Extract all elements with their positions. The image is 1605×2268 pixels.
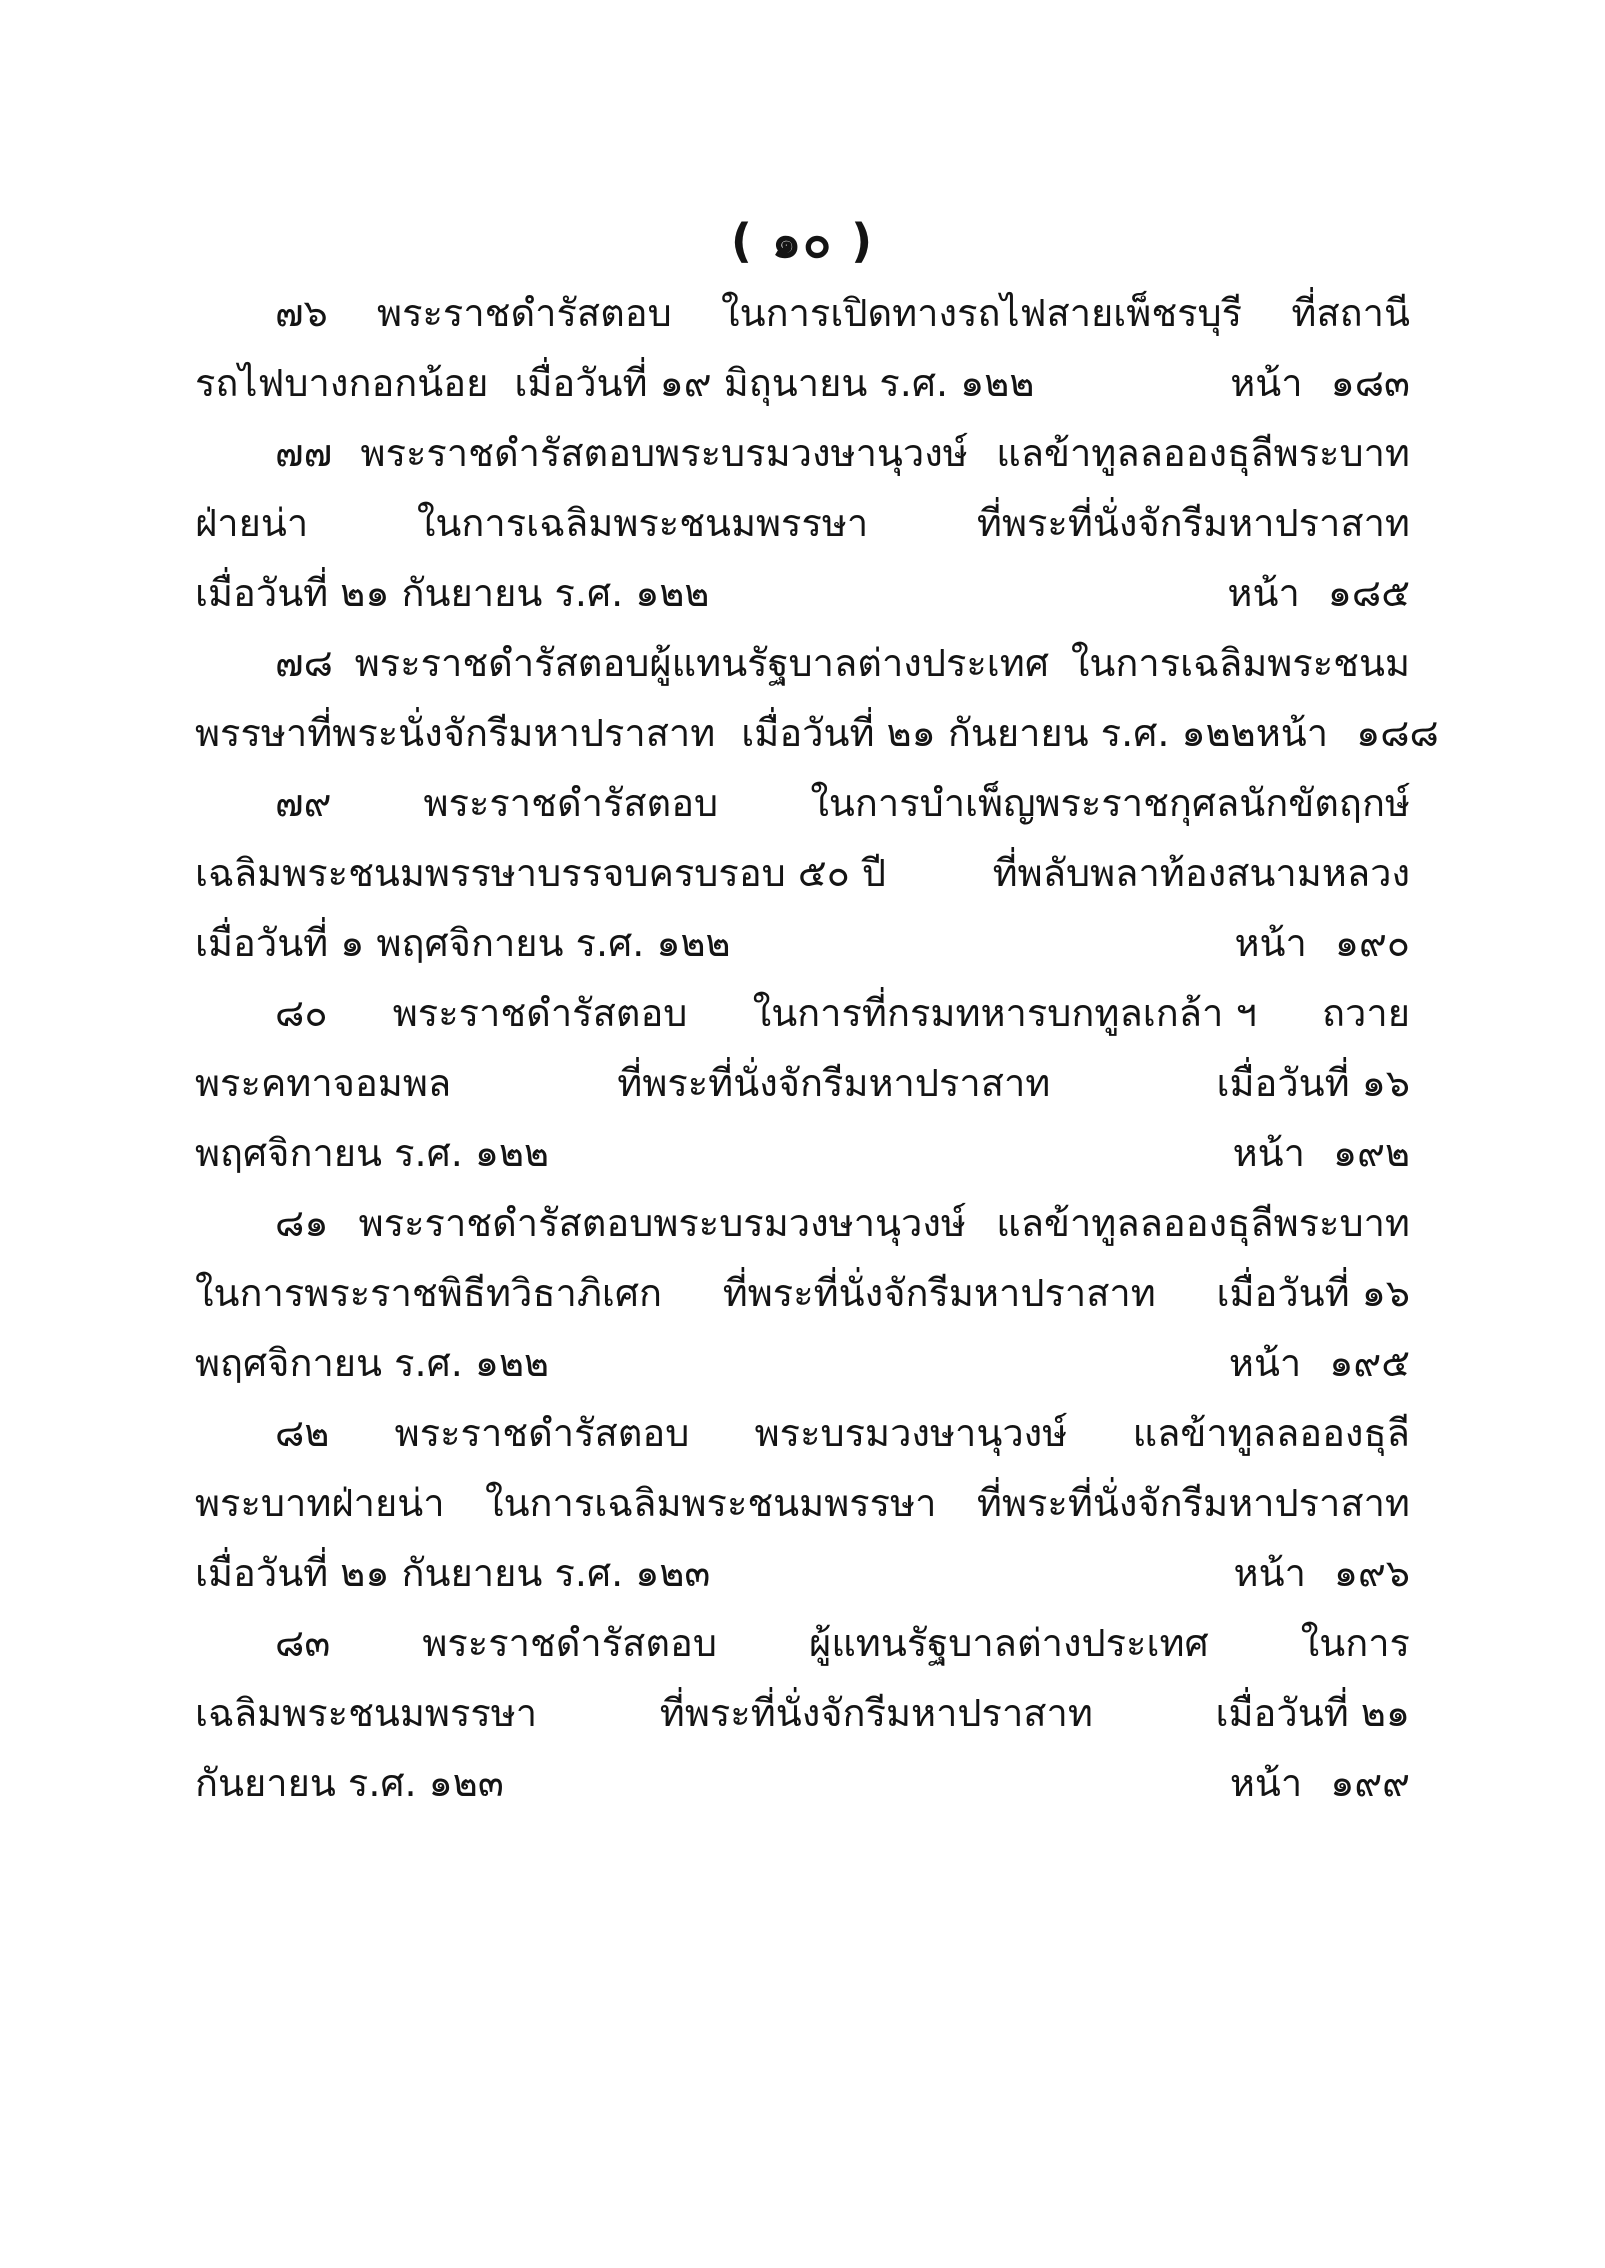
entry-text: เฉลิมพระชนมพรรษา <box>195 1691 538 1735</box>
entry-text-group <box>195 558 709 628</box>
page-reference <box>1234 1538 1410 1608</box>
page-label: หน้า <box>1233 1551 1306 1595</box>
page-reference <box>1230 348 1410 418</box>
entry-text: เมื่อวันที่ ๒๑ <box>1215 1691 1410 1735</box>
page-reference <box>1256 698 1439 768</box>
entry-text: พระบาทฝ่ายน่า <box>195 1481 445 1525</box>
entry-last-line <box>195 698 1439 768</box>
entry-text-group <box>195 1328 549 1398</box>
entry-text: เมื่อวันที่ ๒๑ กันยายน ร.ศ. ๑๒๒ <box>741 711 1256 755</box>
page-ref-number: ๑๘๕ <box>1327 571 1410 615</box>
entry-text: ที่พลับพลาท้องสนามหลวง <box>992 851 1410 895</box>
page-reference <box>1230 1748 1410 1818</box>
entry-text: ที่พระที่นั่งจักรีมหาปราสาท <box>976 501 1410 545</box>
entry <box>195 278 1410 418</box>
entry-last-line <box>195 558 1410 628</box>
entry-last-line <box>195 348 1410 418</box>
entry-number: ๘๒ <box>275 1411 330 1455</box>
entry-first-line <box>195 278 1410 348</box>
entry-text: แลข้าทูลลอองธุลีพระบาท <box>996 1201 1410 1245</box>
entry-first-line <box>195 418 1410 488</box>
entry-text: พระราชดำรัสตอบพระบรมวงษานุวงษ์ <box>360 431 968 475</box>
entry-number: ๗๙ <box>275 781 332 825</box>
entry <box>195 978 1410 1188</box>
entry-text: ในการพระราชพิธีทวิธาภิเศก <box>195 1271 663 1315</box>
entry-text: พระราชดำรัสตอบ <box>394 1411 690 1455</box>
entry-text-group <box>195 348 1034 418</box>
entry-text: รถไฟบางกอกน้อย <box>195 361 489 405</box>
entry-text: ในการเฉลิมพระชนมพรรษา <box>416 501 869 545</box>
entry-list <box>195 278 1439 1818</box>
entry-text: ในการที่กรมทหารบกทูลเกล้า ฯ <box>752 991 1257 1035</box>
page-label: หน้า <box>1232 1131 1305 1175</box>
entry-text: ในการ <box>1300 1621 1410 1665</box>
page-ref-number: ๑๘๓ <box>1330 361 1410 405</box>
entry-text: ในการเปิดทางรถไฟสายเพ็ชรบุรี <box>721 291 1243 335</box>
entry-text: พฤศจิกายน ร.ศ. ๑๒๒ <box>195 1341 550 1385</box>
entry-text-group <box>195 698 1256 768</box>
entry <box>195 628 1439 768</box>
page-label: หน้า <box>1227 571 1300 615</box>
entry <box>195 1188 1410 1398</box>
page-reference <box>1233 1118 1410 1188</box>
entry-number: ๗๖ <box>275 291 328 335</box>
entry-text: เมื่อวันที่ ๒๑ กันยายน ร.ศ. ๑๒๓ <box>195 1551 711 1595</box>
page-label: หน้า <box>1255 711 1329 755</box>
page-reference <box>1227 558 1410 628</box>
entry-text: พระราชดำรัสตอบ <box>423 781 719 825</box>
entry-last-line <box>195 1328 1410 1398</box>
entry-text: พรรษาที่พระนั่งจักรีมหาปราสาท <box>195 711 716 755</box>
entry-number: ๗๘ <box>275 641 333 685</box>
entry-text: เมื่อวันที่ ๒๑ กันยายน ร.ศ. ๑๒๒ <box>195 571 710 615</box>
entry <box>195 1608 1410 1818</box>
entry-number: ๘๐ <box>275 991 328 1035</box>
entry-text-group <box>195 908 731 978</box>
entry-text: พระบรมวงษานุวงษ์ <box>754 1411 1068 1455</box>
entry-text: เมื่อวันที่ ๑๖ <box>1216 1271 1410 1315</box>
page-ref-number: ๑๘๘ <box>1356 711 1439 755</box>
entry-text: แลข้าทูลลอองธุลีพระบาท <box>996 431 1410 475</box>
page-ref-number: ๑๙๐ <box>1334 921 1410 965</box>
entry-text: เมื่อวันที่ ๑๙ มิถุนายน ร.ศ. ๑๒๒ <box>514 361 1035 405</box>
entry-last-line <box>195 908 1410 978</box>
entry-text-group <box>195 1748 504 1818</box>
entry-text: ที่พระที่นั่งจักรีมหาปราสาท <box>659 1691 1093 1735</box>
entry-number: ๘๓ <box>275 1621 331 1665</box>
entry-last-line <box>195 1118 1410 1188</box>
entry <box>195 1398 1410 1608</box>
page-label: หน้า <box>1234 921 1307 965</box>
entry-text: ในการเฉลิมพระชนม <box>1070 641 1410 685</box>
entry-text: ที่พระที่นั่งจักรีมหาปราสาท <box>617 1061 1051 1105</box>
entry-first-line <box>195 628 1410 698</box>
entry-text: พระราชดำรัสตอบพระบรมวงษานุวงษ์ <box>358 1201 966 1245</box>
entry <box>195 768 1410 978</box>
entry-continuation-line <box>195 838 1410 908</box>
entry-number: ๘๑ <box>275 1201 329 1245</box>
entry-number: ๗๗ <box>275 431 333 475</box>
entry-text: แลข้าทูลลอองธุลี <box>1132 1411 1410 1455</box>
page-ref-number: ๑๙๕ <box>1329 1341 1410 1385</box>
entry-text: เมื่อวันที่ ๑๖ <box>1216 1061 1410 1105</box>
page-reference <box>1229 1328 1410 1398</box>
entry-text: กันยายน ร.ศ. ๑๒๓ <box>195 1761 504 1805</box>
entry-text: พระราชดำรัสตอบ <box>392 991 688 1035</box>
entry-first-line <box>195 1188 1410 1258</box>
page-reference <box>1234 908 1410 978</box>
page-label: หน้า <box>1228 1341 1302 1385</box>
page-ref-number: ๑๙๖ <box>1333 1551 1410 1595</box>
entry-first-line <box>195 1608 1410 1678</box>
entry-text: พฤศจิกายน ร.ศ. ๑๒๒ <box>195 1131 550 1175</box>
entry-text: พระคทาจอมพล <box>195 1061 452 1105</box>
page-label: หน้า <box>1229 1761 1303 1805</box>
entry-text: พระราชดำรัสตอบผู้แทนรัฐบาลต่างประเทศ <box>354 641 1049 685</box>
entry <box>195 418 1410 628</box>
entry-text: ในการเฉลิมพระชนมพรรษา <box>485 1481 937 1525</box>
page-ref-number: ๑๙๒ <box>1332 1131 1410 1175</box>
page-ref-number: ๑๙๙ <box>1330 1761 1410 1805</box>
entry-text: เมื่อวันที่ ๑ พฤศจิกายน ร.ศ. ๑๒๒ <box>195 921 731 965</box>
entry-continuation-line <box>195 1678 1410 1748</box>
entry-text-group <box>195 1118 549 1188</box>
entry-text: เฉลิมพระชนมพรรษาบรรจบครบรอบ ๕๐ ปี <box>195 851 887 895</box>
entry-text: ฝ่ายน่า <box>195 501 309 545</box>
entry-first-line <box>195 978 1410 1048</box>
entry-first-line <box>195 1398 1410 1468</box>
entry-text-group <box>195 1538 710 1608</box>
entry-continuation-line <box>195 1468 1410 1538</box>
entry-last-line <box>195 1538 1410 1608</box>
entry-text: ที่พระที่นั่งจักรีมหาปราสาท <box>722 1271 1156 1315</box>
entry-last-line <box>195 1748 1410 1818</box>
entry-text: ถวาย <box>1322 991 1410 1035</box>
entry-text: ที่สถานี <box>1291 291 1410 335</box>
entry-continuation-line <box>195 1048 1410 1118</box>
entry-text: ผู้แทนรัฐบาลต่างประเทศ <box>809 1621 1209 1665</box>
entry-text: พระราชดำรัสตอบ <box>422 1621 717 1665</box>
entry-continuation-line <box>195 1258 1410 1328</box>
entry-continuation-line <box>195 488 1410 558</box>
entry-first-line <box>195 768 1410 838</box>
entry-text: ในการบำเพ็ญพระราชกุศลนักขัตฤกษ์ <box>810 781 1410 825</box>
entry-text: พระราชดำรัสตอบ <box>377 291 672 335</box>
page-label: หน้า <box>1230 361 1303 405</box>
page-number: ( ๑๐ ) <box>730 214 875 268</box>
entry-text: ที่พระที่นั่งจักรีมหาปราสาท <box>976 1481 1410 1525</box>
